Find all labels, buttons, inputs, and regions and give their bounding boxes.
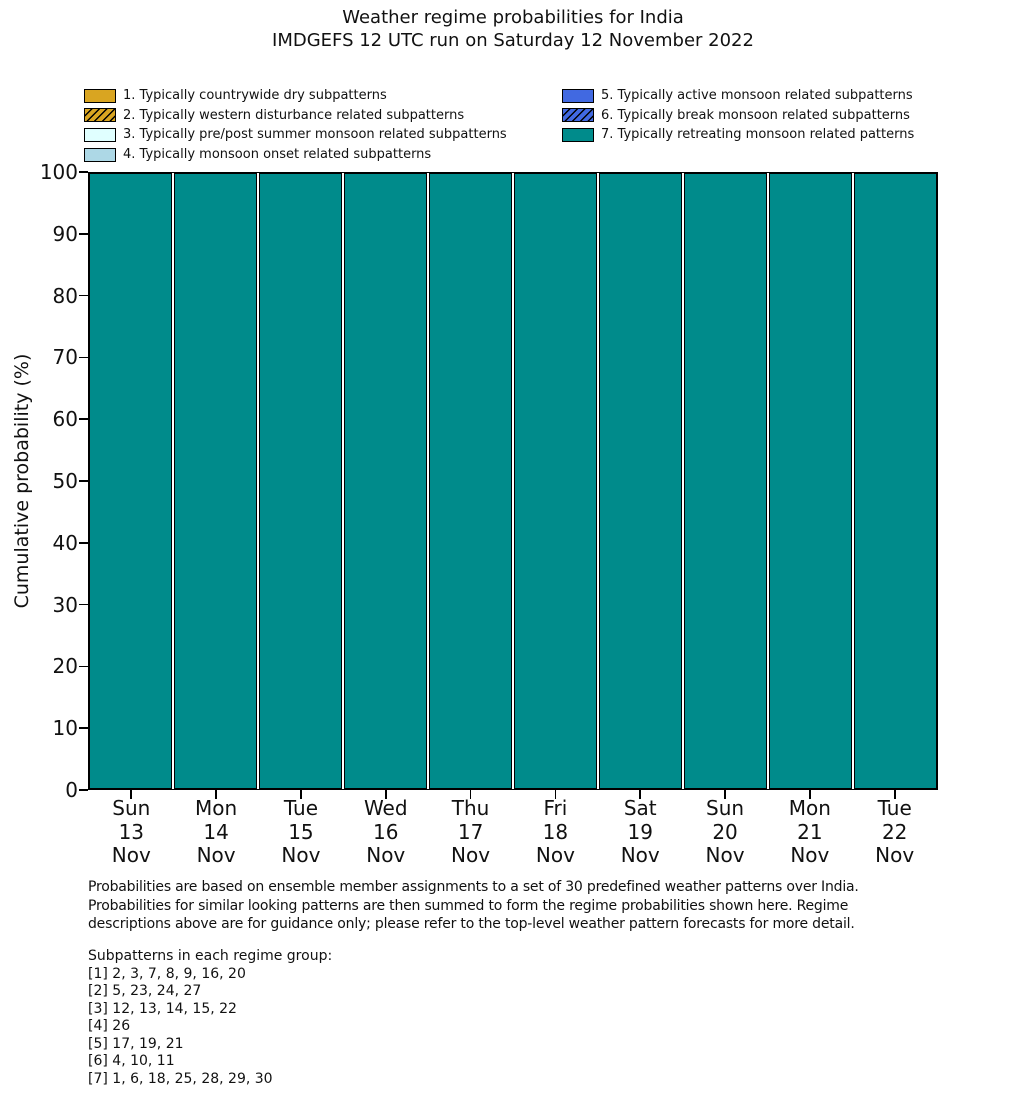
y-tick [79, 666, 88, 668]
y-tick [79, 357, 88, 359]
legend-item [84, 86, 507, 106]
subpattern-line: [2] 5, 23, 24, 27 [88, 983, 202, 999]
y-axis-label: Cumulative probability (%) [11, 353, 33, 609]
x-tick-month: Nov [535, 843, 575, 867]
bar-segment [769, 173, 852, 789]
plot-area [88, 172, 938, 790]
footnote-line: Probabilities for similar looking patterns are then summed to form the regime probabilities shown here. Regime [88, 897, 849, 914]
subpattern-line: [7] 1, 6, 18, 25, 28, 29, 30 [88, 1070, 273, 1087]
legend-column-1 [84, 86, 507, 164]
footnote-line: descriptions above are for guidance only; please refer to the top-level weather pattern forecasts for more detail. [88, 916, 855, 933]
bar-tue-15 [259, 173, 342, 789]
legend-label: 6. Typically break monsoon related subpatterns [601, 107, 910, 123]
legend-item [562, 125, 914, 145]
x-tick-weekday: Sun [706, 796, 745, 820]
x-tick-day: 18 [542, 819, 569, 844]
x-tick-day: 19 [627, 819, 653, 844]
x-tick-weekday: Mon [195, 796, 238, 820]
x-tick-day: 22 [881, 819, 908, 844]
legend-swatch [562, 89, 594, 103]
x-tick-month: Nov [875, 843, 915, 867]
y-tick-label: 70 [52, 345, 78, 370]
subpattern-line: [3] 12, 13, 14, 15, 22 [88, 1000, 237, 1017]
legend-swatch [562, 108, 594, 122]
legend-item [562, 106, 914, 126]
subpattern-line: [1] 2, 3, 7, 8, 9, 16, 20 [88, 965, 246, 982]
footnote-line: Probabilities are based on ensemble member assignments to a set of 30 predefined weather patterns over India. [88, 879, 859, 895]
bar-segment [259, 173, 342, 789]
x-tick-day: 15 [288, 819, 314, 844]
x-tick-weekday: Wed [363, 796, 408, 820]
legend-item [84, 145, 507, 165]
y-tick [79, 789, 88, 791]
bar-wed-16 [344, 173, 427, 789]
bar-segment [429, 173, 512, 789]
legend-label: 5. Typically active monsoon related subpatterns [601, 88, 913, 104]
x-tick-month: Nov [790, 843, 830, 867]
x-tick-day: 13 [118, 819, 145, 844]
legend-item [562, 86, 914, 106]
y-tick-label: 50 [52, 469, 78, 493]
x-tick-label [835, 797, 955, 868]
bar-sat-19 [599, 173, 682, 789]
y-tick-label: 40 [52, 530, 78, 555]
bar-segment [344, 173, 427, 789]
y-tick-label: 20 [52, 654, 78, 679]
subpattern-heading: Subpatterns in each regime group: [88, 948, 333, 964]
legend-swatch [84, 108, 116, 122]
legend-item [84, 106, 507, 126]
y-tick [79, 233, 88, 235]
x-tick-day: 16 [373, 819, 399, 844]
x-tick-day: 21 [797, 819, 823, 844]
bar-mon-14 [174, 173, 257, 789]
y-tick [79, 171, 88, 173]
legend-swatch [562, 128, 594, 142]
bar-fri-18 [514, 173, 597, 789]
x-tick-weekday: Sun [112, 796, 151, 820]
y-tick-label: 60 [52, 407, 78, 432]
legend-column-2 [562, 86, 914, 145]
bar-segment [89, 173, 172, 789]
x-tick-day: 20 [712, 819, 738, 844]
y-tick-label: 100 [39, 160, 78, 184]
x-tick-month: Nov [111, 843, 151, 867]
y-tick-label: 80 [52, 283, 78, 308]
legend-label: 1. Typically countrywide dry subpatterns [123, 88, 387, 104]
footnote [88, 878, 859, 934]
chart-header [88, 6, 938, 52]
x-tick-month: Nov [705, 843, 745, 867]
x-tick-month: Nov [620, 843, 660, 867]
x-tick-weekday: Thu [451, 796, 490, 820]
subpattern-list [88, 948, 332, 1088]
subpattern-line: [5] 17, 19, 21 [88, 1035, 184, 1052]
x-tick-day: 17 [457, 819, 484, 844]
y-tick-label: 30 [52, 592, 78, 617]
subpattern-line: [6] 4, 10, 11 [88, 1053, 175, 1069]
legend-label: 2. Typically western disturbance related subpatterns [123, 107, 465, 123]
y-tick [79, 480, 88, 482]
bar-thu-17 [429, 173, 512, 789]
y-tick-label: 0 [65, 778, 78, 802]
subpattern-line: [4] 26 [88, 1018, 131, 1034]
bar-segment [514, 173, 597, 789]
x-tick-weekday: Sat [623, 796, 657, 820]
legend-item [84, 125, 507, 145]
bar-sun-13 [89, 173, 172, 789]
x-tick-weekday: Mon [788, 796, 831, 820]
bar-tue-22 [854, 173, 937, 789]
y-tick [79, 727, 88, 729]
y-tick [79, 604, 88, 606]
x-tick-weekday: Tue [877, 796, 912, 820]
x-tick-month: Nov [281, 843, 321, 867]
bar-mon-21 [769, 173, 852, 789]
chart-subtitle: IMDGEFS 12 UTC run on Saturday 12 November 2022 [272, 30, 754, 51]
bar-segment [854, 173, 937, 789]
bars [89, 173, 937, 789]
y-tick-label: 10 [52, 716, 78, 741]
x-tick-month: Nov [196, 843, 236, 867]
legend-swatch [84, 148, 116, 162]
legend-label: 4. Typically monsoon onset related subpatterns [123, 147, 432, 163]
legend-swatch [84, 89, 116, 103]
y-tick [79, 542, 88, 544]
y-tick [79, 418, 88, 420]
chart-title: Weather regime probabilities for India [342, 7, 684, 28]
x-tick-month: Nov [451, 843, 491, 867]
legend-label: 3. Typically pre/post summer monsoon related subpatterns [123, 127, 507, 143]
x-tick-weekday: Tue [283, 796, 319, 820]
legend-swatch [84, 128, 116, 142]
legend-label: 7. Typically retreating monsoon related patterns [601, 127, 915, 143]
bar-segment [174, 173, 257, 789]
y-tick-label: 90 [52, 221, 78, 246]
x-tick-month: Nov [366, 843, 406, 867]
x-tick-day: 14 [203, 819, 229, 844]
x-tick-weekday: Fri [543, 796, 568, 820]
bar-segment [599, 173, 682, 789]
bar-segment [684, 173, 767, 789]
bar-sun-20 [684, 173, 767, 789]
y-tick [79, 295, 88, 297]
